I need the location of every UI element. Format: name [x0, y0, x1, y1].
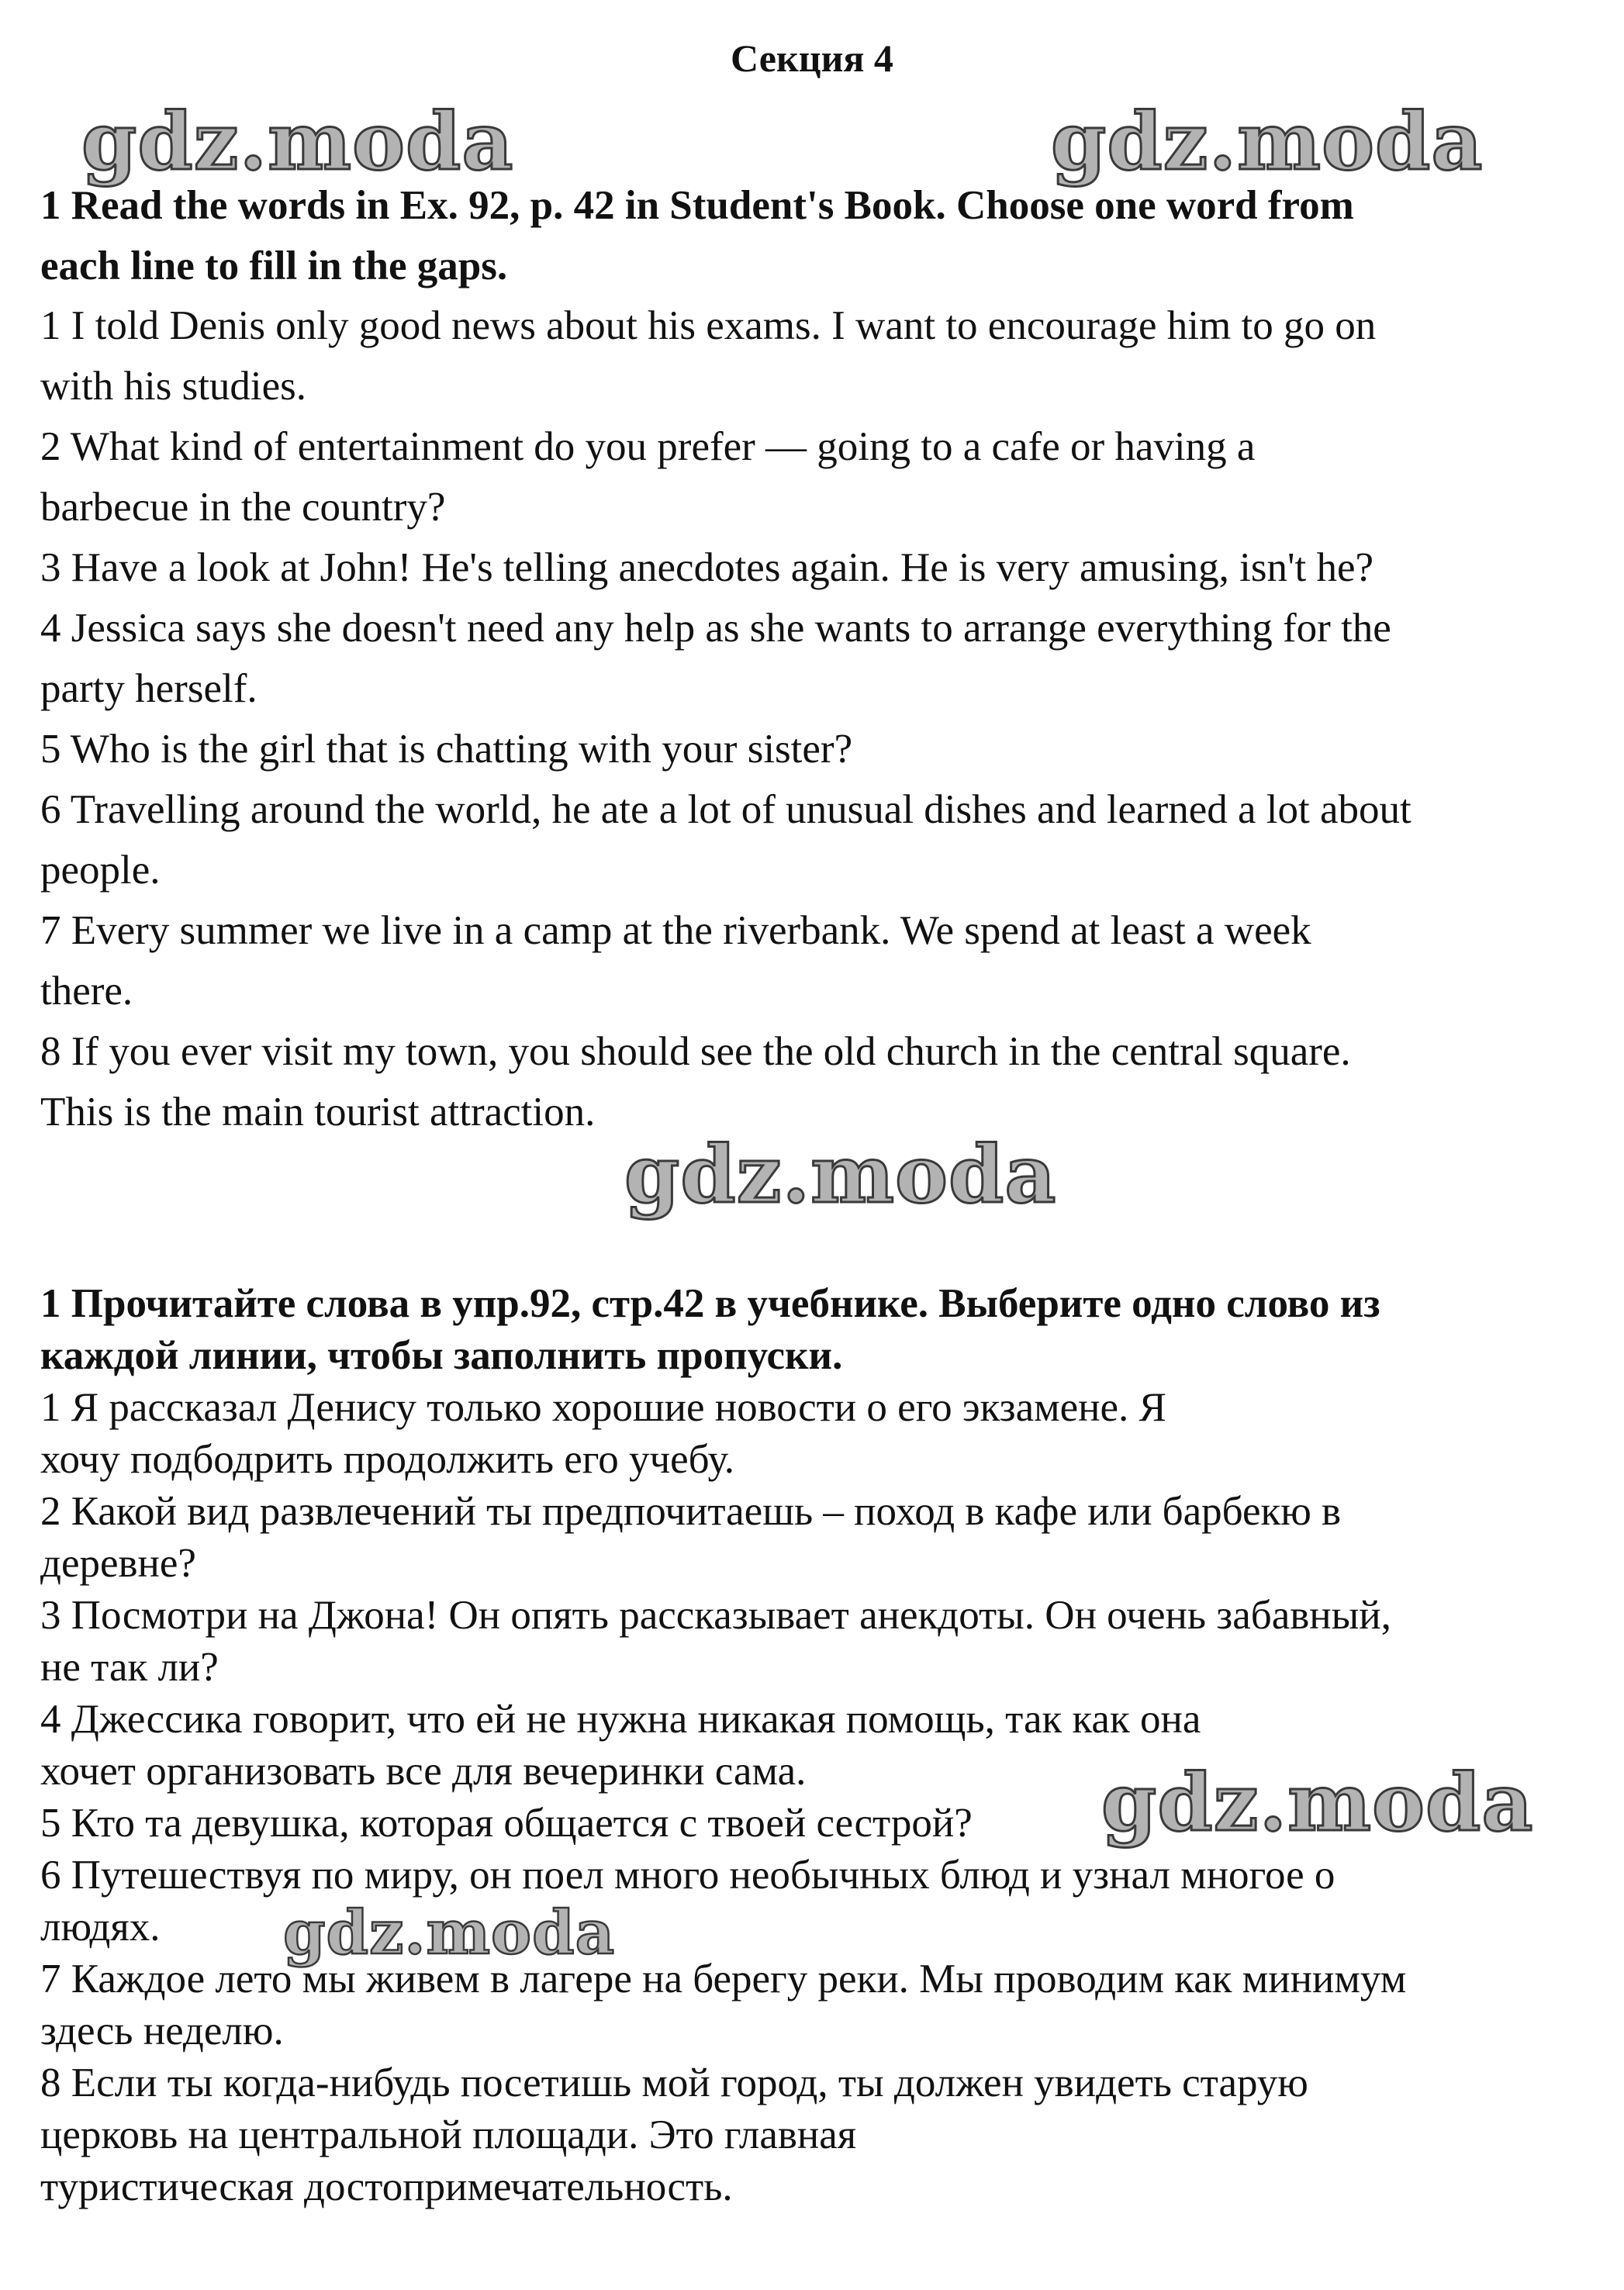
watermark-logo: gdz.moda: [283, 1898, 616, 1968]
watermark-logo: gdz.moda: [1051, 95, 1484, 188]
russian-answer-line: 2 Какой вид развлечений ты предпочитаешь – поход в кафе или барбекю в: [40, 1489, 1342, 1534]
english-answer-line: people.: [40, 848, 161, 893]
russian-answer-line: здесь неделю.: [40, 2008, 284, 2053]
russian-answer-line: хочу подбодрить продолжить его учебу.: [40, 1437, 735, 1482]
russian-answer-line: 4 Джессика говорит, что ей не нужна никакая помощь, так как она: [40, 1697, 1201, 1742]
english-answer-line: 2 What kind of entertainment do you prefer — going to a cafe or having a: [40, 424, 1256, 469]
russian-task-heading: каждой линии, чтобы заполнить пропуски.: [40, 1333, 843, 1378]
english-answer-line: This is the main tourist attraction.: [40, 1090, 596, 1135]
russian-answer-line: 5 Кто та девушка, которая общается с твоей сестрой?: [40, 1801, 973, 1846]
russian-answer-line: церковь на центральной площади. Это главная: [40, 2112, 857, 2157]
english-answer-line: 8 If you ever visit my town, you should see the old church in the central square.: [40, 1029, 1351, 1074]
russian-answer-line: хочет организовать все для вечеринки сама.: [40, 1749, 807, 1794]
russian-answer-line: 1 Я рассказал Денису только хорошие новости о его экзамене. Я: [40, 1385, 1166, 1430]
english-answer-line: with his studies.: [40, 364, 307, 409]
russian-answer-line: 3 Посмотри на Джона! Он опять рассказывает анекдоты. Он очень забавный,: [40, 1593, 1391, 1638]
russian-answer-line: не так ли?: [40, 1645, 219, 1690]
russian-answer-line: 8 Если ты когда-нибудь посетишь мой город, ты должен увидеть старую: [40, 2060, 1308, 2105]
english-answer-line: 1 I told Denis only good news about his exams. I want to encourage him to go on: [40, 303, 1377, 348]
russian-answer-line: деревне?: [40, 1541, 196, 1586]
watermark-logo: gdz.moda: [624, 1128, 1057, 1221]
english-task-heading: 1 Read the words in Ex. 92, p. 42 in Student's Book. Choose one word from: [40, 183, 1354, 228]
english-answer-line: 4 Jessica says she doesn't need any help as she wants to arrange everything for the: [40, 606, 1391, 651]
english-answer-line: 7 Every summer we live in a camp at the riverbank. We spend at least a week: [40, 908, 1311, 953]
english-answer-line: barbecue in the country?: [40, 485, 446, 530]
russian-answer-line: людях.: [40, 1905, 161, 1950]
russian-answer-line: туристическая достопримечательность.: [40, 2164, 733, 2209]
russian-answer-line: 7 Каждое лето мы живем в лагере на берегу реки. Мы проводим как минимум: [40, 1957, 1407, 2002]
english-answer-line: 3 Have a look at John! He's telling anecdotes again. He is very amusing, isn't he?: [40, 545, 1374, 590]
russian-answer-line: 6 Путешествуя по миру, он поел много необычных блюд и узнал многое о: [40, 1853, 1335, 1898]
russian-task-heading: 1 Прочитайте слова в упр.92, стр.42 в учебнике. Выберите одно слово из: [40, 1281, 1380, 1326]
english-answer-line: 5 Who is the girl that is chatting with your sister?: [40, 727, 853, 772]
english-answer-line: 6 Travelling around the world, he ate a lot of unusual dishes and learned a lot about: [40, 787, 1411, 832]
page-title: Секция 4: [731, 36, 893, 80]
english-answer-line: party herself.: [40, 666, 257, 711]
watermark-logo: gdz.moda: [81, 95, 514, 188]
english-task-heading: each line to fill in the gaps.: [40, 244, 508, 288]
watermark-logo: gdz.moda: [1101, 1756, 1534, 1850]
english-answer-line: there.: [40, 969, 133, 1014]
